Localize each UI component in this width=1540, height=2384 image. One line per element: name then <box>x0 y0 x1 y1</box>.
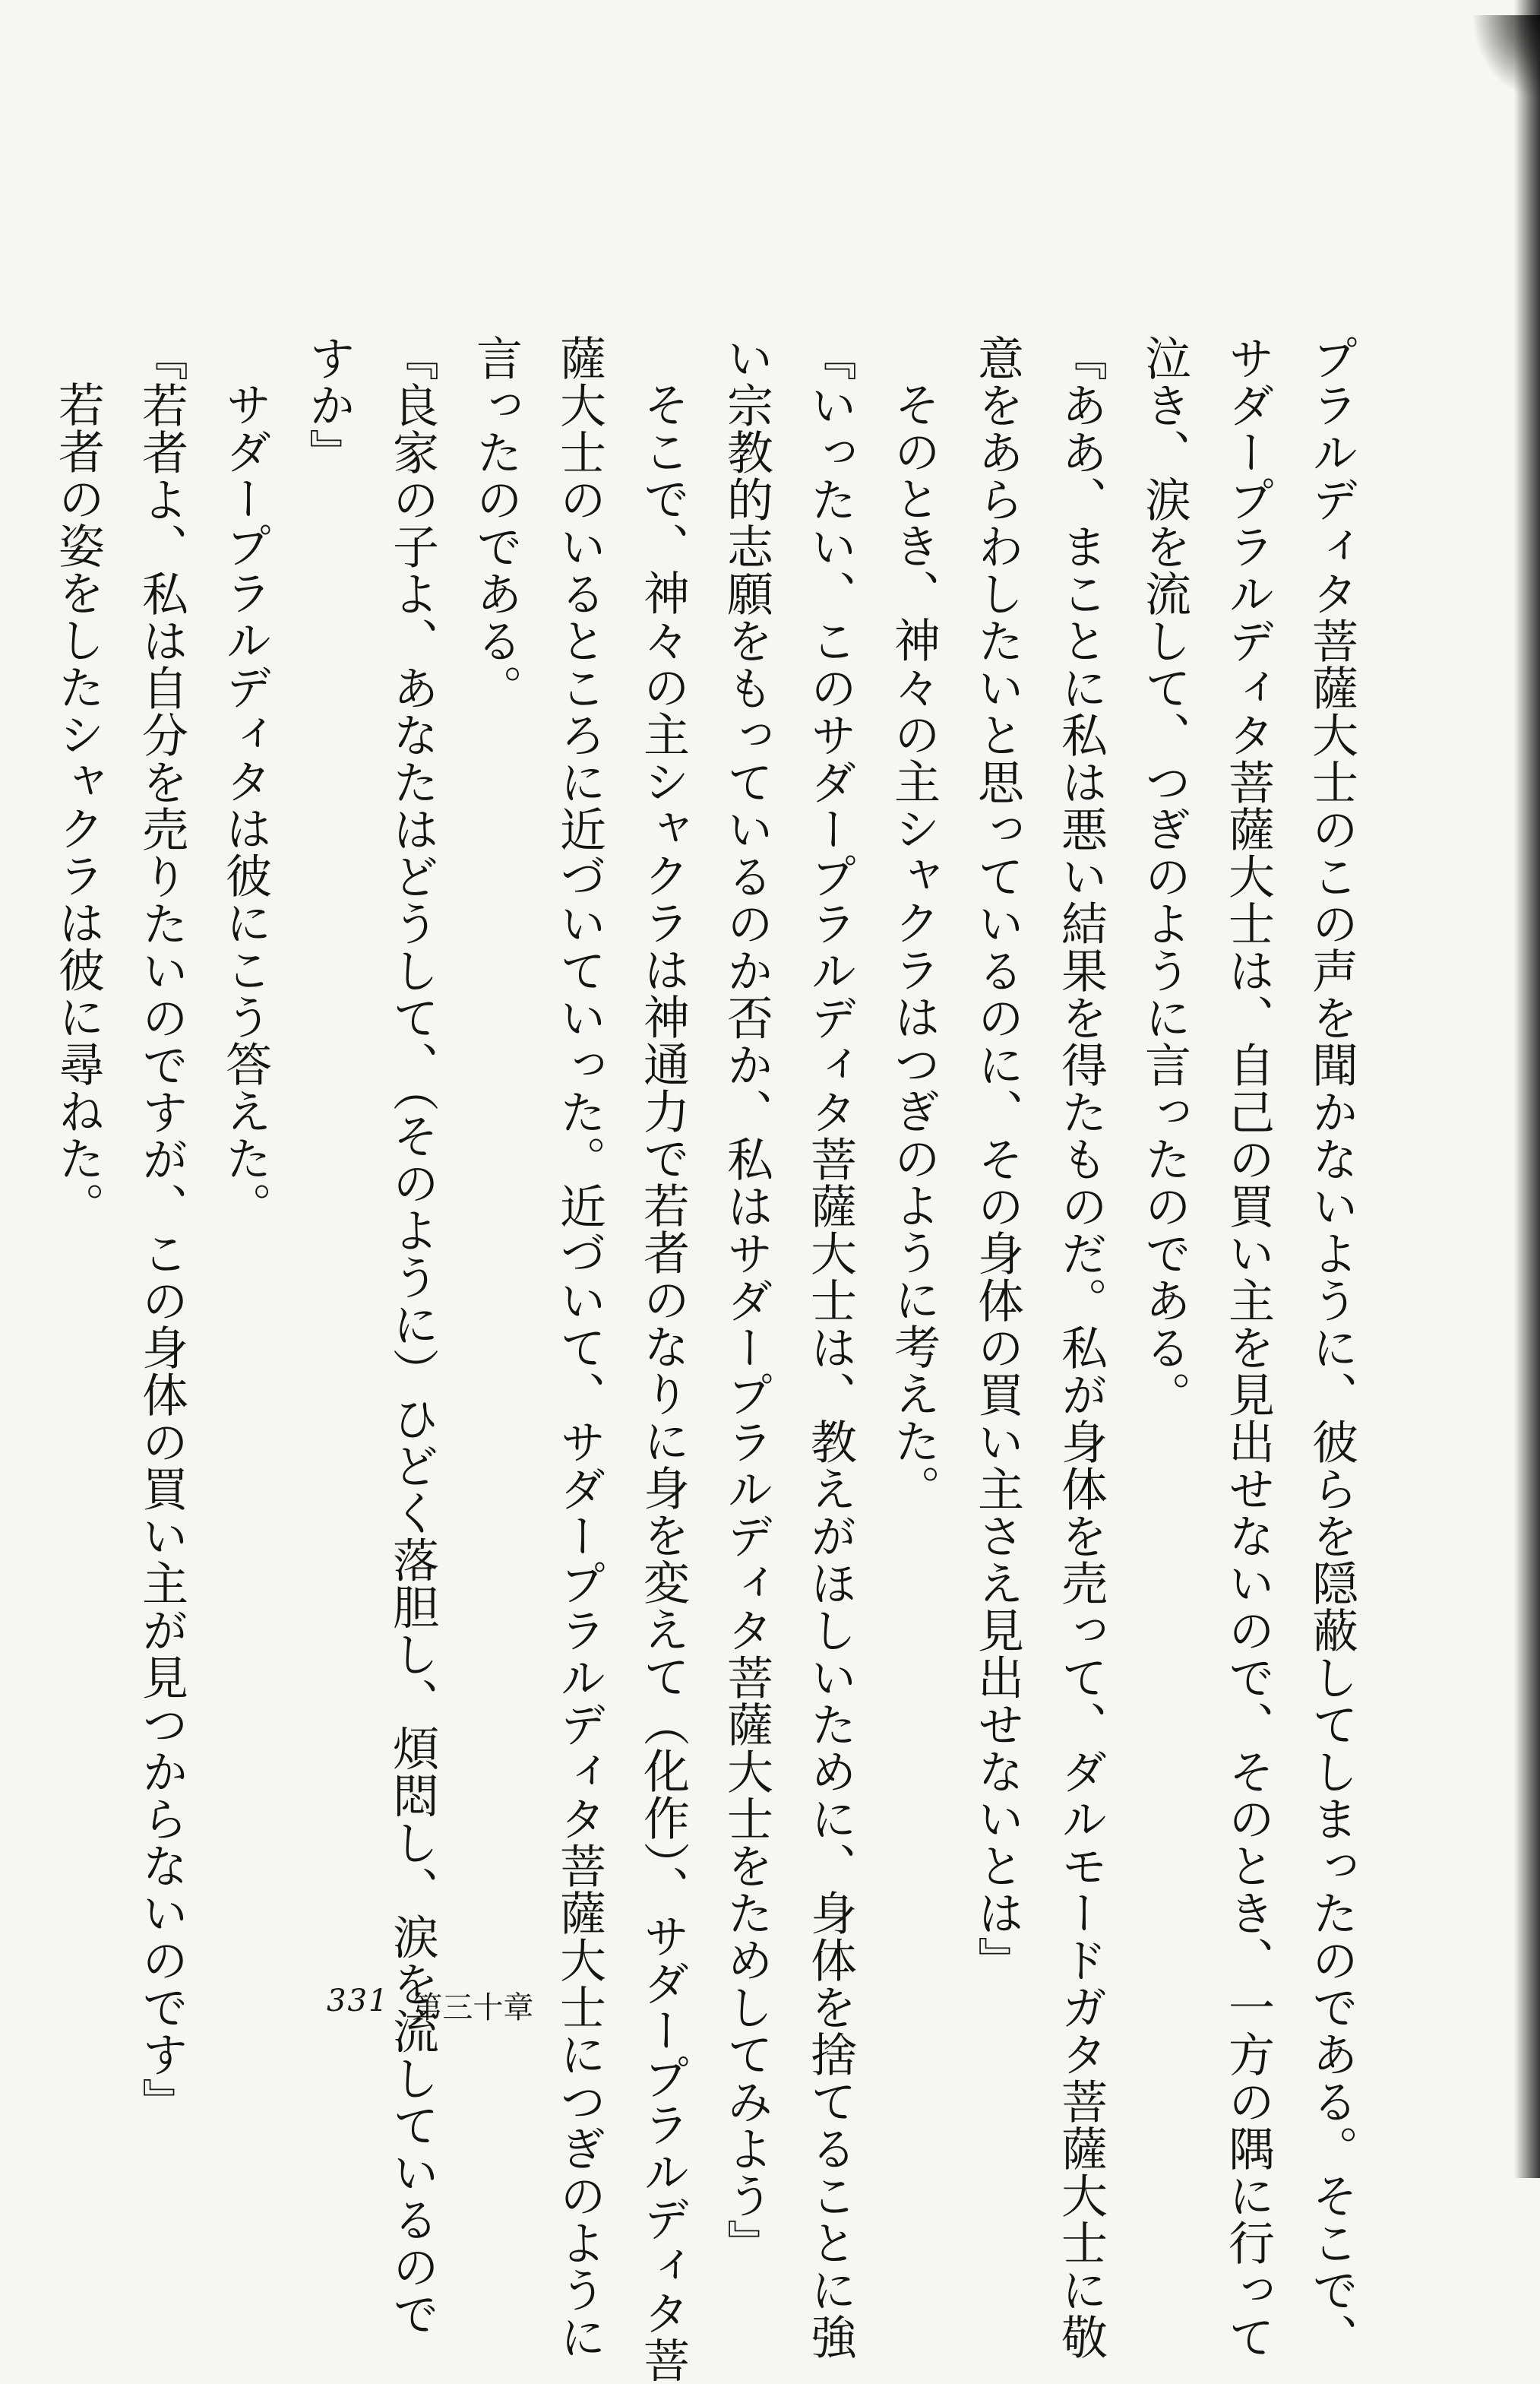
text-line: 薩大士のいるところに近づいていった。近づいて、サダープラルディタ菩薩大士につぎのように <box>552 334 606 2360</box>
text-line: サダープラルディタ菩薩大士は、自己の買い主を見出せないので、そのとき、一方の隅に行って <box>1221 334 1275 2360</box>
text-line: すか』 <box>302 334 356 476</box>
text-line: そこで、神々の主シャクラは神通力で若者のなりに身を変えて（化作）、サダープラルディタ菩 <box>636 381 690 2384</box>
text-line: そのとき、神々の主シャクラはつぎのように考えた。 <box>887 381 941 1512</box>
text-line: 『若者よ、私は自分を売りたいのですが、この身体の買い主が見つからないのです』 <box>134 334 188 2125</box>
text-line: 泣き、涙を流して、つぎのように言ったのである。 <box>1137 334 1191 1418</box>
text-line: 意をあらわしたいと思っているのに、その身体の買い主さえ見出せないとは』 <box>970 334 1024 1984</box>
page-footer <box>327 1984 533 2027</box>
text-line: サダープラルディタは彼にこう答えた。 <box>218 381 272 1229</box>
chapter-title: 第三十章 <box>412 1990 534 2025</box>
text-line: プラルディタ菩薩大士のこの声を聞かないように、彼らを隠蔽してしまったのである。そこで、 <box>1304 334 1358 2360</box>
text-line: 言ったのである。 <box>469 334 523 711</box>
scan-edge-shadow <box>1514 0 1540 2178</box>
text-line: 『いったい、このサダープラルディタ菩薩大士は、教えがほしいために、身体を捨てることに強 <box>803 334 857 2360</box>
page-number: 331 <box>327 1984 390 2018</box>
text-line: 『良家の子よ、あなたはどうして、（そのように）ひどく落胆し、煩悶し、涙を流しているので <box>385 334 439 2338</box>
text-line: い宗教的志願をもっているのか否か、私はサダープラルディタ菩薩大士をためしてみよう』 <box>719 334 773 2266</box>
scan-corner-shadow <box>1472 15 1540 99</box>
text-line: 若者の姿をしたシャクラは彼に尋ねた。 <box>51 381 105 1229</box>
text-line: 『ああ、まことに私は悪い結果を得たものだ。私が身体を売って、ダルモードガタ菩薩大士に敬 <box>1054 334 1108 2360</box>
